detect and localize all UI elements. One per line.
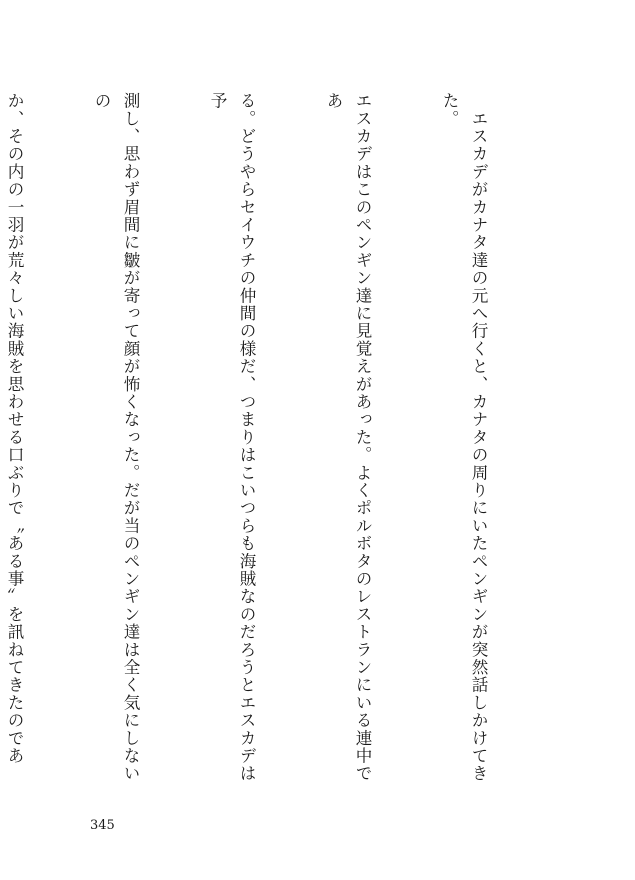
text-line: 測し、思わず眉間に皺が寄って顔が怖くなった。だが当のペンギン達は全く気にしないの — [92, 92, 140, 783]
body-text — [0, 92, 551, 792]
page-number: 345 — [90, 818, 115, 833]
text-line: エスカデはこのペンギン達に見覚えがあった。よくポルボタのレストランにいる連中であ — [324, 92, 372, 783]
text-line: エスカデがカナタ達の元へ行くと、カナタの周りにいたペンギンが突然話しかけてきた。 — [440, 92, 488, 783]
text-line: か、その内の一羽が荒々しい海賊を思わせる口ぶりで〝ある事〟を訊ねてきたのであ — [5, 92, 24, 765]
text-line: る。どうやらセイウチの仲間の様だ、つまりはこいつらも海賊なのだろうとエスカデは予 — [208, 92, 256, 783]
